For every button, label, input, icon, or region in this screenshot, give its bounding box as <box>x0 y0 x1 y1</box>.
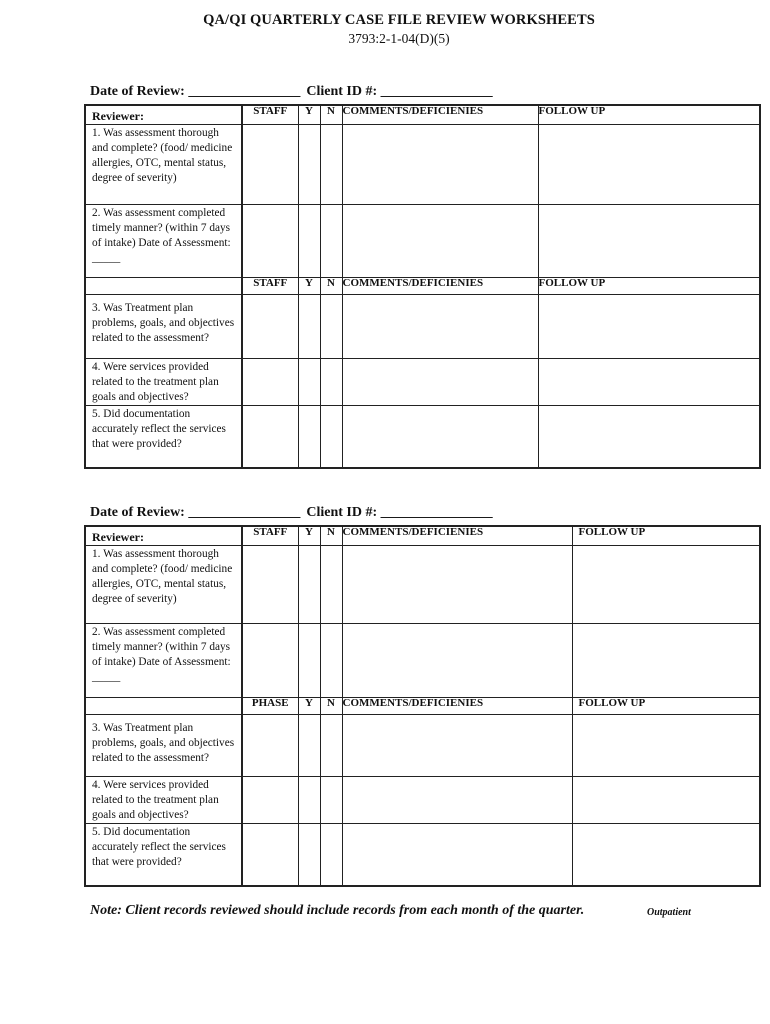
header-yes: Y <box>298 105 320 125</box>
follow-up-cell[interactable] <box>572 546 760 624</box>
header-staff: STAFF <box>242 278 298 295</box>
no-cell[interactable] <box>320 205 342 278</box>
staff-cell[interactable] <box>242 546 298 624</box>
program-tag: Outpatient <box>647 907 691 918</box>
yes-cell[interactable] <box>298 359 320 406</box>
comments-cell[interactable] <box>342 824 572 886</box>
review-worksheet-1 <box>84 104 761 469</box>
question-5: 5. Did documentation accurately reflect the services that were provided? <box>85 406 242 468</box>
question-row <box>85 205 760 278</box>
header-follow-up: FOLLOW UP <box>538 105 760 125</box>
question-4: 4. Were services provided related to the treatment plan goals and objectives? <box>85 777 242 824</box>
question-3: 3. Was Treatment plan problems, goals, and objectives related to the assessment? <box>85 715 242 777</box>
question-1: 1. Was assessment thorough and complete? (food/ medicine allergies, OTC, mental status, degree of severity) <box>85 546 242 624</box>
date-of-review-field[interactable]: Date of Review: ________________ <box>90 505 301 520</box>
no-cell[interactable] <box>320 295 342 359</box>
review-date-line-1 <box>90 84 493 100</box>
header-follow-up: FOLLOW UP <box>538 278 760 295</box>
header-follow-up: FOLLOW UP <box>572 698 760 715</box>
page-title: QA/QI QUARTERLY CASE FILE REVIEW WORKSHEETS <box>203 12 595 28</box>
follow-up-cell[interactable] <box>572 824 760 886</box>
no-cell[interactable] <box>320 359 342 406</box>
header-no: N <box>320 698 342 715</box>
reviewer-label: Reviewer: <box>85 105 242 125</box>
question-3: 3. Was Treatment plan problems, goals, and objectives related to the assessment? <box>85 295 242 359</box>
question-row <box>85 359 760 406</box>
follow-up-cell[interactable] <box>538 205 760 278</box>
staff-cell[interactable] <box>242 406 298 468</box>
question-row <box>85 546 760 624</box>
no-cell[interactable] <box>320 715 342 777</box>
header-staff: STAFF <box>242 105 298 125</box>
question-1: 1. Was assessment thorough and complete? (food/ medicine allergies, OTC, mental status, degree of severity) <box>85 125 242 205</box>
yes-cell[interactable] <box>298 546 320 624</box>
no-cell[interactable] <box>320 624 342 698</box>
yes-cell[interactable] <box>298 715 320 777</box>
header-comments: COMMENTS/DEFICIENIES <box>342 698 572 715</box>
regulation-code: 3793:2-1-04(D)(5) <box>348 31 450 46</box>
client-id-field[interactable]: Client ID #: ________________ <box>306 505 493 520</box>
question-2: 2. Was assessment completed timely manner? (within 7 days of intake) Date of Assessment: _____ <box>85 624 242 698</box>
question-row <box>85 295 760 359</box>
question-row <box>85 824 760 886</box>
header-yes: Y <box>298 698 320 715</box>
yes-cell[interactable] <box>298 295 320 359</box>
staff-cell[interactable] <box>242 624 298 698</box>
date-of-review-field[interactable]: Date of Review: ________________ <box>90 84 301 99</box>
comments-cell[interactable] <box>342 359 538 406</box>
header-no: N <box>320 526 342 546</box>
blank-cell <box>85 278 242 295</box>
header-yes: Y <box>298 278 320 295</box>
yes-cell[interactable] <box>298 624 320 698</box>
question-row <box>85 777 760 824</box>
follow-up-cell[interactable] <box>538 359 760 406</box>
staff-cell[interactable] <box>242 205 298 278</box>
header-no: N <box>320 105 342 125</box>
header-comments: COMMENTS/DEFICIENIES <box>342 105 538 125</box>
follow-up-cell[interactable] <box>538 406 760 468</box>
yes-cell[interactable] <box>298 824 320 886</box>
footer-note: Note: Client records reviewed should include records from each month of the quarter. <box>90 903 585 918</box>
comments-cell[interactable] <box>342 125 538 205</box>
yes-cell[interactable] <box>298 406 320 468</box>
review-worksheet-2 <box>84 525 761 887</box>
no-cell[interactable] <box>320 546 342 624</box>
no-cell[interactable] <box>320 406 342 468</box>
review-date-line-2 <box>90 505 493 521</box>
header-follow-up: FOLLOW UP <box>572 526 760 546</box>
comments-cell[interactable] <box>342 624 572 698</box>
header-no: N <box>320 278 342 295</box>
follow-up-cell[interactable] <box>538 125 760 205</box>
comments-cell[interactable] <box>342 205 538 278</box>
question-row <box>85 624 760 698</box>
staff-cell[interactable] <box>242 125 298 205</box>
no-cell[interactable] <box>320 777 342 824</box>
comments-cell[interactable] <box>342 715 572 777</box>
header-comments: COMMENTS/DEFICIENIES <box>342 278 538 295</box>
question-row <box>85 715 760 777</box>
question-row <box>85 406 760 468</box>
yes-cell[interactable] <box>298 777 320 824</box>
question-2: 2. Was assessment completed timely manner? (within 7 days of intake) Date of Assessment: _____ <box>85 205 242 278</box>
staff-cell[interactable] <box>242 777 298 824</box>
header-yes: Y <box>298 526 320 546</box>
staff-cell[interactable] <box>242 715 298 777</box>
header-phase: PHASE <box>242 698 298 715</box>
follow-up-cell[interactable] <box>572 777 760 824</box>
comments-cell[interactable] <box>342 777 572 824</box>
staff-cell[interactable] <box>242 824 298 886</box>
header-staff: STAFF <box>242 526 298 546</box>
client-id-field[interactable]: Client ID #: ________________ <box>306 84 493 99</box>
header-comments: COMMENTS/DEFICIENIES <box>342 526 572 546</box>
question-row <box>85 125 760 205</box>
blank-cell <box>85 698 242 715</box>
yes-cell[interactable] <box>298 125 320 205</box>
follow-up-cell[interactable] <box>572 624 760 698</box>
no-cell[interactable] <box>320 125 342 205</box>
question-4: 4. Were services provided related to the treatment plan goals and objectives? <box>85 359 242 406</box>
staff-cell[interactable] <box>242 359 298 406</box>
comments-cell[interactable] <box>342 295 538 359</box>
follow-up-cell[interactable] <box>538 295 760 359</box>
comments-cell[interactable] <box>342 546 572 624</box>
follow-up-cell[interactable] <box>572 715 760 777</box>
yes-cell[interactable] <box>298 205 320 278</box>
reviewer-label: Reviewer: <box>85 526 242 546</box>
no-cell[interactable] <box>320 824 342 886</box>
staff-cell[interactable] <box>242 295 298 359</box>
comments-cell[interactable] <box>342 406 538 468</box>
question-5: 5. Did documentation accurately reflect the services that were provided? <box>85 824 242 886</box>
